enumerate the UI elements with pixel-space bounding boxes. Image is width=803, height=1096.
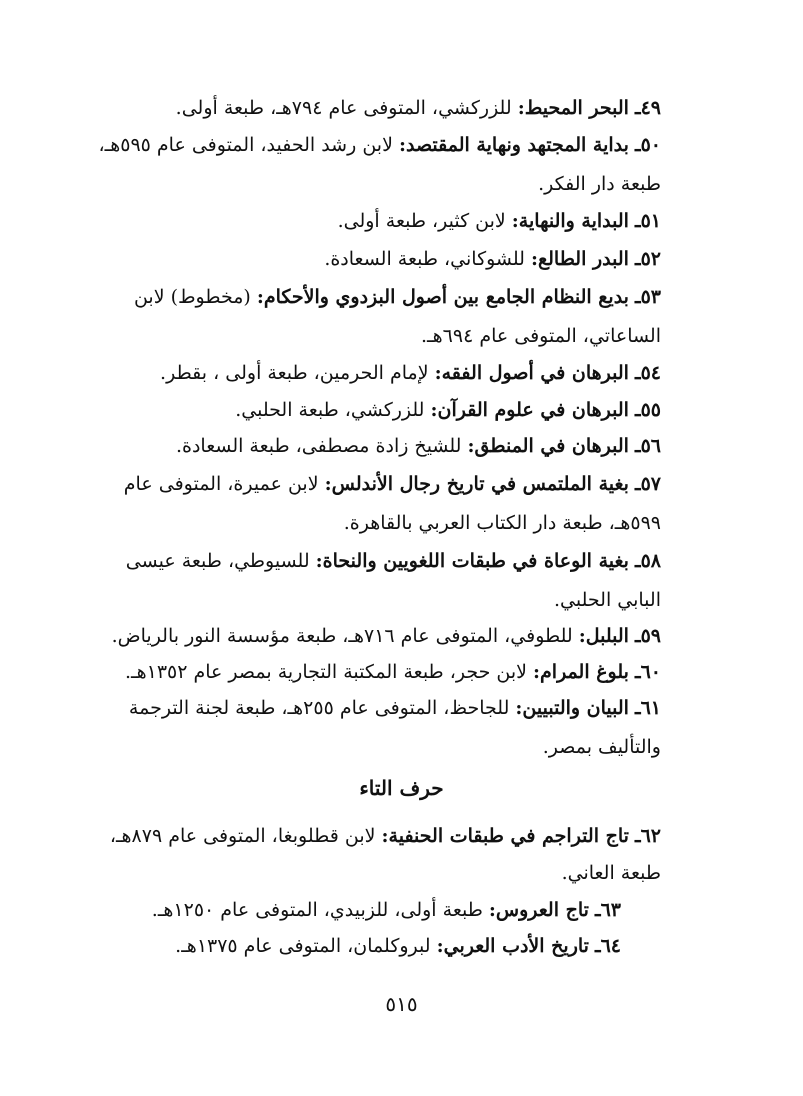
page-number: ٥١٥ [385,992,418,1016]
entry-text: للزركشي، طبعة الحلبي. [235,399,431,421]
entry-text: للزركشي، المتوفى عام ٧٩٤هـ، طبعة أولى. [175,97,518,119]
entry-text: للشيخ زادة مصطفى، طبعة السعادة. [175,435,468,457]
entry-title: البيان والتبيين: [515,697,629,719]
entry-number: ٥٧ـ [635,473,661,495]
entry-continuation: طبعة دار الفكر. [538,173,661,195]
bibliography-entry-55 [90,392,661,428]
entry-continuation: والتأليف بمصر. [542,736,661,758]
bibliography-entry-57 [90,466,661,502]
entry-number: ٦١ـ [635,697,661,719]
entry-continuation: طبعة العاني. [561,862,661,884]
entry-text: للطوفي، المتوفى عام ٧١٦هـ، طبعة مؤسسة النور بالرياض. [111,625,579,647]
entry-number: ٥٣ـ [635,286,661,308]
entry-number: ٦٢ـ [635,825,661,847]
bibliography-entry-62 [90,818,661,854]
entry-title: تاريخ الأدب العربي: [436,935,589,957]
entry-continuation: ٥٩٩هـ، طبعة دار الكتاب العربي بالقاهرة. [343,512,661,534]
entry-title: البداية والنهاية: [511,210,629,232]
section-heading: حرف التاء [359,776,444,800]
entry-number: ٥٢ـ [635,248,661,270]
entry-title: البلبل: [578,625,629,647]
bibliography-entry-64 [90,928,621,964]
entry-title: تاج التراجم في طبقات الحنفية: [381,825,629,847]
entry-number: ٦٠ـ [635,661,661,683]
entry-text: لابن كثير، طبعة أولى. [337,210,512,232]
bibliography-entry-60 [90,654,661,690]
entry-number: ٥٩ـ [635,625,661,647]
entry-number: ٥٦ـ [635,435,661,457]
entry-number: ٦٤ـ [595,935,621,957]
entry-title: تاج العروس: [488,899,589,921]
entry-number: ٥٠ـ [635,134,661,156]
bibliography-entry-50 [90,127,661,163]
bibliography-entry-49 [90,90,661,126]
entry-continuation: البابي الحلبي. [554,589,661,611]
bibliography-entry-56 [90,428,661,464]
entry-title: بغية الملتمس في تاريخ رجال الأندلس: [324,473,629,495]
entry-text: طبعة أولى، للزبيدي، المتوفى عام ١٢٥٠هـ. [151,899,489,921]
bibliography-entry-52 [90,241,661,277]
entry-title: بغية الوعاة في طبقات اللغويين والنحاة: [315,550,629,572]
entry-text: للجاحظ، المتوفى عام ٢٥٥هـ، طبعة لجنة الترجمة [128,697,516,719]
entry-continuation: الساعاتي، المتوفى عام ٦٩٤هـ. [421,325,661,347]
bibliography-entry-63 [90,892,621,928]
bibliography-entry-53 [90,279,661,315]
entry-text: لإمام الحرمين، طبعة أولى ، بقطر. [160,362,435,384]
bibliography-entry-51 [90,203,661,239]
entry-text: لابن عميرة، المتوفى عام [123,473,325,495]
entry-title: البدر الطالع: [531,248,629,270]
entry-text: للسيوطي، طبعة عيسى [125,550,316,572]
entry-text: لبروكلمان، المتوفى عام ١٣٧٥هـ. [175,935,437,957]
bibliography-entry-54 [90,355,661,391]
entry-text: (مخطوط) لابن [133,286,257,308]
entry-title: البرهان في علوم القرآن: [430,399,629,421]
entry-text: لابن قطلوبغا، المتوفى عام ٨٧٩هـ، [109,825,382,847]
bibliography-entry-59 [90,618,661,654]
entry-number: ٥١ـ [635,210,661,232]
entry-text: لابن رشد الحفيد، المتوفى عام ٥٩٥هـ، [98,134,399,156]
entry-number: ٦٣ـ [595,899,621,921]
entry-title: البرهان في أصول الفقه: [434,362,629,384]
entry-number: ٤٩ـ [635,97,661,119]
entry-title: بداية المجتهد ونهاية المقتصد: [398,134,629,156]
bibliography-entry-58 [90,543,661,579]
entry-number: ٥٨ـ [635,550,661,572]
entry-title: بلوغ المرام: [533,661,629,683]
entry-title: البحر المحيط: [517,97,629,119]
bibliography-entry-61 [90,690,661,726]
entry-number: ٥٤ـ [635,362,661,384]
entry-text: للشوكاني، طبعة السعادة. [324,248,532,270]
entry-title: بديع النظام الجامع بين أصول البزدوي والأحكام: [256,286,629,308]
entry-text: لابن حجر، طبعة المكتبة التجارية بمصر عام ١٣٥٢هـ. [124,661,534,683]
entry-number: ٥٥ـ [635,399,661,421]
entry-title: البرهان في المنطق: [467,435,629,457]
